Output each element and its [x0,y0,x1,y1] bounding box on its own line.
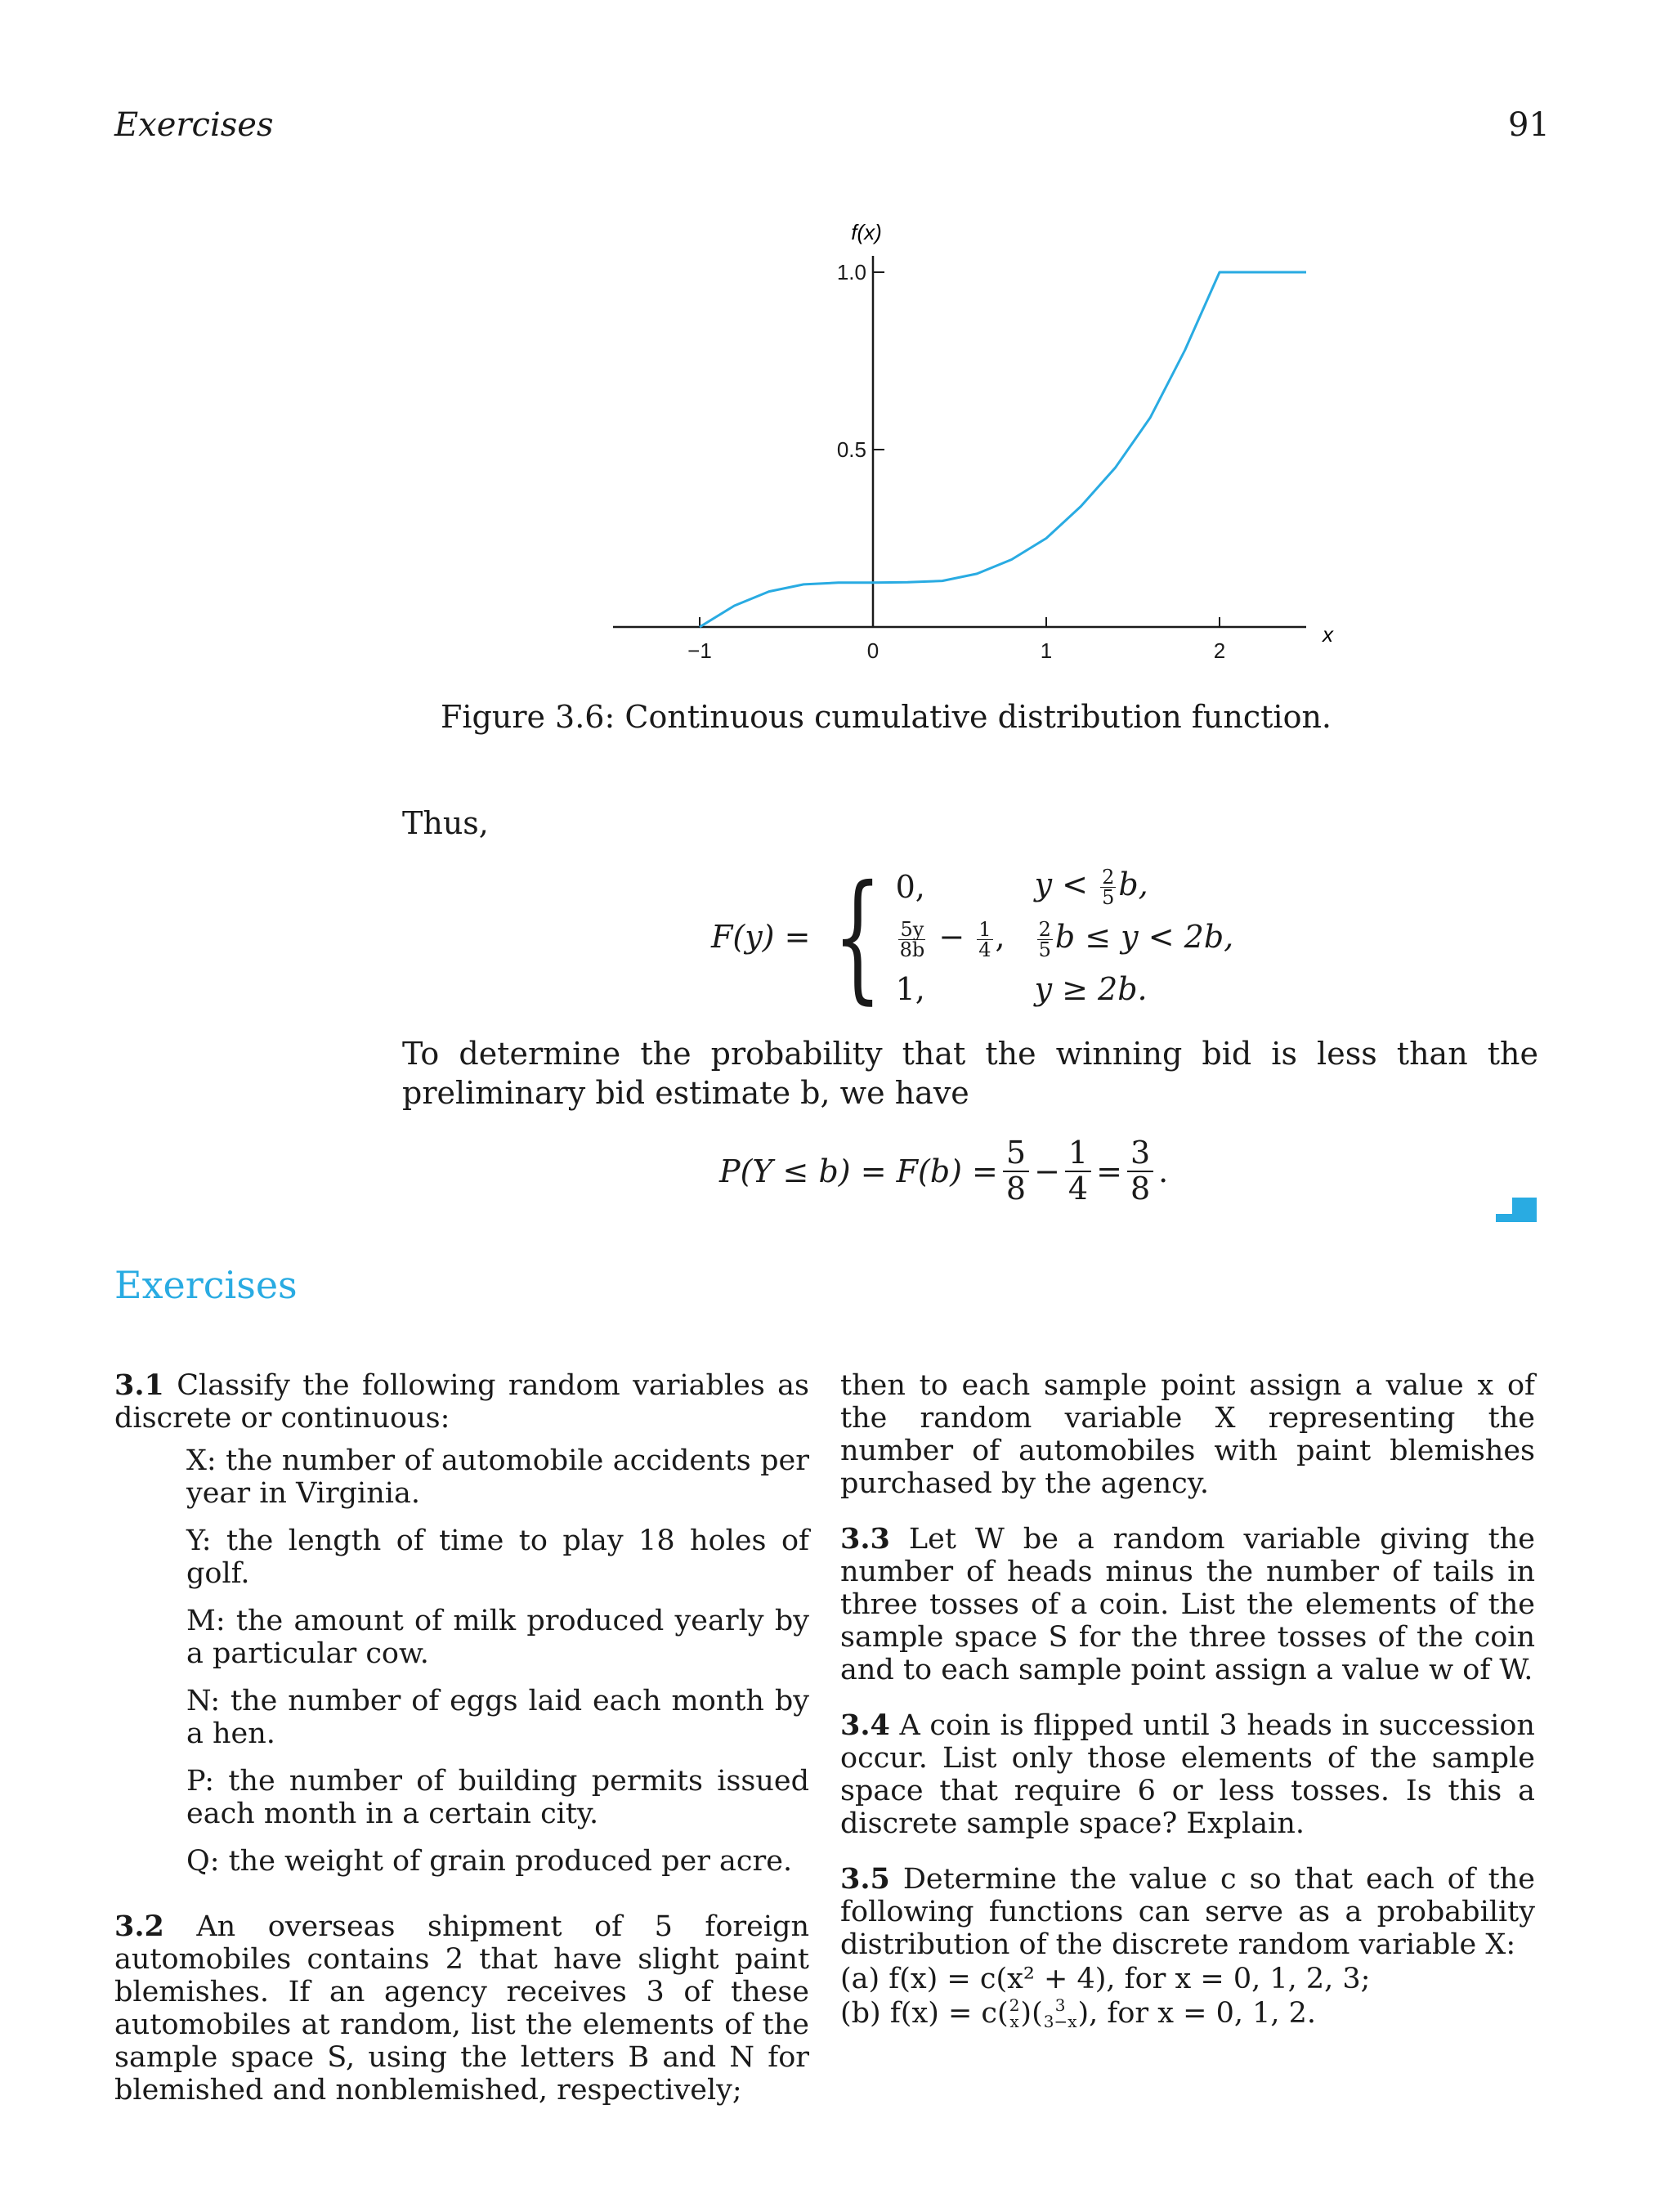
thus-text: Thus, [402,805,489,841]
left-brace: { [833,856,883,1018]
case3-condition: y ≥ 2b. [1034,971,1148,1007]
formula-lhs: F(y) = [711,919,811,955]
probability-equation: P(Y ≤ b) = F(b) = $\frac{5}{8}$ − $\frac{1}{4}$ = $\frac{3}{8}$ . [719,1135,1169,1207]
exercise-3-5-b: (b) f(x) = c( 2 x )( 3 3−x ), for x = 0, 1, 2. [840,1995,1317,2031]
y-axis-label: f(x) [851,220,882,244]
exercise-3-2: 3.2 An overseas shipment of 5 foreign automobiles contains 2 that have slight paint blemishes. If an agency receives 3 of these automobiles at random, list the elements of the sample space S, using the letters B and N for blemished and nonblemished, respectively; [114,1910,809,2107]
page-number: 91 [1508,106,1550,144]
y-tick-label: 1.0 [836,260,866,284]
list-item: Y: the length of time to play 18 holes of golf. [186,1525,809,1590]
case1-condition: y < $\frac{2}{5}$ b, [1034,866,1148,909]
x-tick-label: −1 [687,638,712,663]
figure-ticks [687,260,1225,663]
exercises-left-column [114,1369,809,2129]
x-tick-label: 0 [866,638,880,663]
list-item: X: the number of automobile accidents per year in Virginia. [186,1444,809,1510]
y-tick-label: 0.5 [836,437,866,462]
exercise-3-4: 3.4 A coin is flipped until 3 heads in succession occur. List only those elements of the sample space that require 6 or less tosses. Is this a discrete sample space? Explain. [840,1708,1535,1840]
figure-caption: Figure 3.6: Continuous cumulative distribution function. [441,699,1332,735]
exercise-3-2-continued: then to each sample point assign a value x of the random variable X representing the number of automobiles with paint blemishes purchased by the agency. [840,1369,1535,1500]
exercises-right-column [840,1369,1535,2053]
x-tick-label: 2 [1213,638,1226,663]
cdf-figure [572,208,1349,666]
case2-condition: $\frac{2}{5}$ b ≤ y < 2b, [1038,918,1234,961]
section-heading: Exercises [114,1263,298,1307]
x-tick-label: 1 [1040,638,1053,663]
case2-value: $\frac{5y}{8b}$ − $\frac{1}{4}$ , [899,918,1005,961]
list-item: M: the amount of milk produced yearly by a particular cow. [186,1605,809,1670]
cdf-curve [700,272,1306,627]
exercise-3-5-a: (a) f(x) = c(x² + 4), for x = 0, 1, 2, 3; [840,1963,1371,1995]
case3-value: 1, [895,971,925,1007]
x-axis-label: x [1323,622,1333,647]
case1-value: 0, [895,869,925,905]
list-item: N: the number of eggs laid each month by a hen. [186,1685,809,1750]
list-item: Q: the weight of grain produced per acre. [186,1845,793,1878]
body-paragraph: To determine the probability that the winning bid is less than the preliminary bid estimate b, we have [402,1036,1538,1111]
cdf-formula [711,856,1234,1018]
exercise-3-5: 3.5 Determine the value c so that each of the following functions can serve as a probability distribution of the discrete random variable X: (a) f(x) = c(x² + 4), for x = 0, 1, 2, 3; (b) f(x) = c( 2 x )( 3 3−x ), for x = 0, 1, 2. [840,1862,1535,2031]
exercise-3-1-items [186,1444,809,1878]
formula-cases [896,866,1234,1007]
list-item: P: the number of building permits issued each month in a certain city. [186,1765,809,1830]
end-of-example-bar [1496,1214,1537,1222]
exercise-3-3: 3.3 Let W be a random variable giving the number of heads minus the number of tails in three tosses of a coin. List the elements of the sample space S for the three tosses of the coin and to each sample point assign a value w of W. [840,1522,1535,1686]
running-head: Exercises [114,106,274,144]
exercise-3-1: 3.1 Classify the following random variables as discrete or continuous: X: the number of automobile accidents per year in Virginia. Y: the length of time to play 18 holes of golf. M: the amount of milk produced yearly by a particular cow. N: the number of eggs laid each month by a hen. P: the number of building permits issued each month in a certain city. Q: the weight of grain produced per acre. [114,1368,809,1878]
